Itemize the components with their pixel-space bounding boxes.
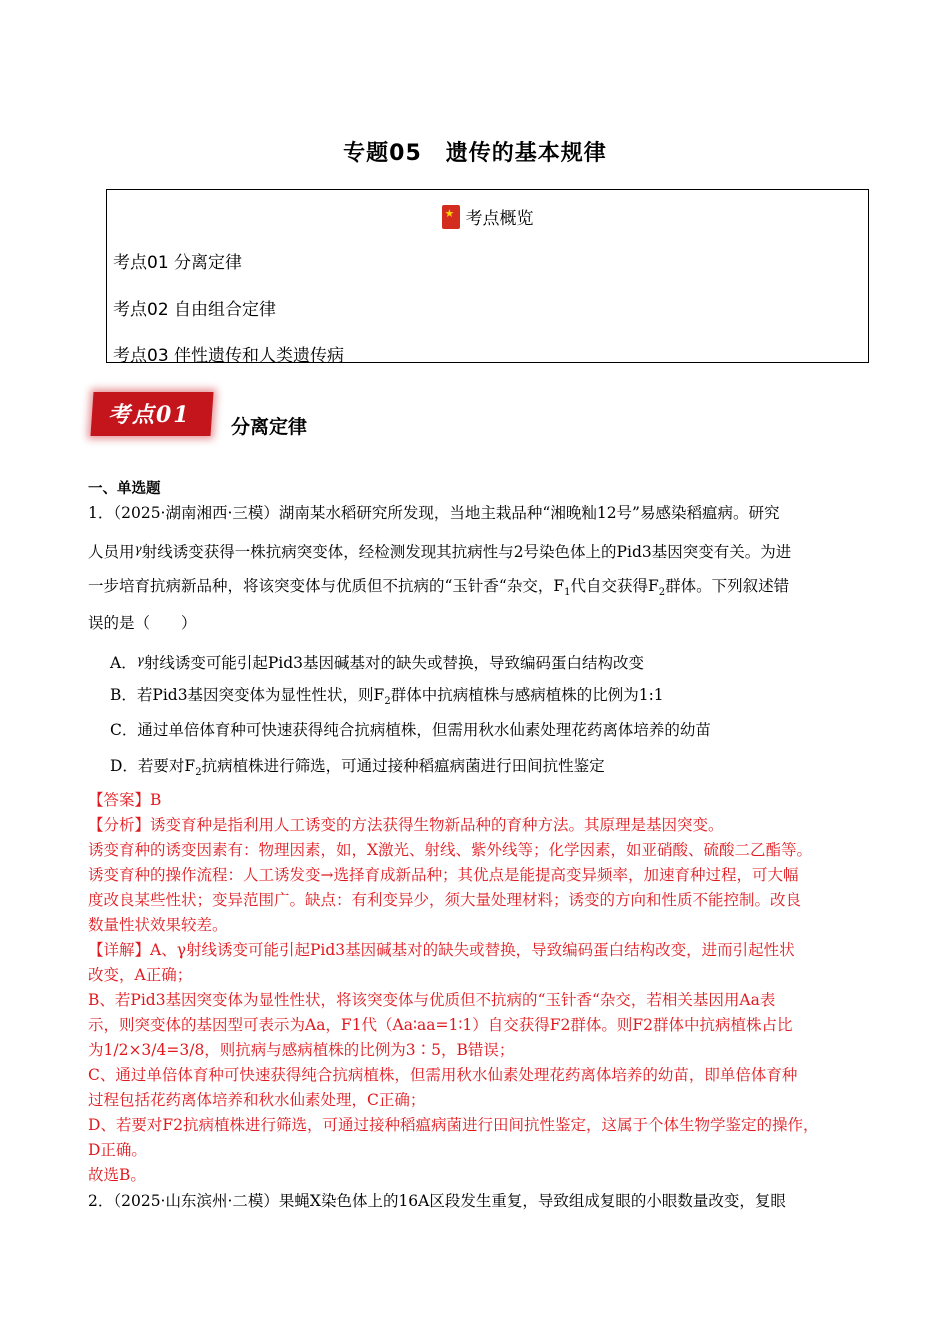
title-prefix: 专题05 (343, 141, 422, 166)
title-name: 遗传的基本规律 (445, 141, 607, 166)
q1-line3: 一步培育抗病新品种，将该突变体与优质但不抗病的“玉针香“杂交，$F_1$代自交获得$F_2$群体。下列叙述错 (88, 577, 790, 599)
overview-item-1: 考点01 分离定律 (113, 253, 243, 273)
analysis-line-1: 【分析】诱变育种是指利用人工诱变的方法获得生物新品种的育种方法。其原理是基因突变。 (88, 816, 724, 834)
section-title: 分离定律 (231, 416, 308, 438)
q1-option-b: B．若Pid3基因突变体为显性性状，则$F_2$群体中抗病植株与感病植株的比例为1:1 (110, 686, 664, 708)
analysis-line-3: 诱变育种的操作流程：人工诱发变→选择育成新品种；其优点是能提高变异频率，加速育种过程，可大幅 (88, 866, 799, 884)
overview-heading-text: 考点概览 (465, 209, 534, 229)
overview-heading (107, 204, 868, 229)
answer-line: 【答案】B (88, 791, 162, 809)
detail-line-8: D、若要对F2抗病植株进行筛选，可通过接种稻瘟病菌进行田间抗性鉴定，这属于个体生物学鉴定的操作， (88, 1116, 819, 1134)
detail-line-2: 改变，A正确； (88, 966, 193, 984)
overview-box (106, 189, 869, 366)
section-badge-text: 考点01 (108, 402, 191, 428)
q1-line1: 1．（2025·湖南湘西·三模）湖南某水稻研究所发现，当地主栽品种“湘晚籼12号”易感染稻瘟病。研究 (88, 504, 780, 522)
q1-option-d: D．若要对$F_2$抗病植株进行筛选，可通过接种稻瘟病菌进行田间抗性鉴定 (110, 757, 605, 779)
q1-option-a: A．$^\gamma$射线诱变可能引起Pid3基因碱基对的缺失或替换，导致编码蛋白结构改变 (110, 653, 645, 672)
overview-item-2: 考点02 自由组合定律 (113, 300, 277, 320)
detail-line-3: B、若Pid3基因突变体为显性性状，将该突变体与优质但不抗病的“玉针香“杂交，若相关基因用Aa表 (88, 991, 776, 1009)
q2-line1: 2．（2025·山东滨州·二模）果蝇X染色体上的16A区段发生重复，导致组成复眼的小眼数量改变，复眼 (88, 1192, 786, 1210)
gamma-symbol: γ (134, 542, 142, 556)
detail-line-9: D正确。 (88, 1141, 147, 1159)
book-icon (442, 205, 460, 229)
analysis-line-4: 度改良某些性状；变异范围广。缺点：有利变异少，须大量处理材料；诱变的方向和性质不能控制。改良 (88, 891, 802, 909)
question-type-heading: 一、单选题 (88, 481, 161, 497)
q1-line4: 误的是（ ） (88, 614, 197, 632)
overview-item-3: 考点03 伴性遗传和人类遗传病 (113, 346, 345, 366)
detail-line-1: 【详解】A、γ射线诱变可能引起Pid3基因碱基对的缺失或替换，导致编码蛋白结构改变，进而引起性状 (88, 941, 795, 959)
analysis-line-2: 诱变育种的诱变因素有：物理因素，如，X激光、射线、紫外线等；化学因素，如亚硝酸、硫酸二乙酯等。 (88, 841, 813, 859)
q1-line2: 人员用$^\gamma$射线诱变获得一株抗病突变体，经检测发现其抗病性与2号染色体上的Pid3基因突变有关。为进 (88, 542, 792, 561)
document-title (0, 136, 950, 167)
analysis-line-5: 数量性状效果较差。 (88, 916, 228, 934)
detail-line-7: 过程包括花药离体培养和秋水仙素处理，C正确； (88, 1091, 426, 1109)
conclusion-line: 故选B。 (88, 1166, 146, 1184)
detail-line-6: C、通过单倍体育种可快速获得纯合抗病植株，但需用秋水仙素处理花药离体培养的幼苗，即单倍体育种 (88, 1066, 798, 1084)
detail-line-5: 为1/2×3/4=3/8，则抗病与感病植株的比例为3∶5，B错误； (88, 1041, 515, 1059)
q1-option-c: C．通过单倍体育种可快速获得纯合抗病植株，但需用秋水仙素处理花药离体培养的幼苗 (110, 721, 711, 739)
detail-line-4: 示，则突变体的基因型可表示为Aa，F1代（Aa∶aa=1∶1）自交获得F2群体。则F2群体中抗病植株占比 (88, 1016, 793, 1034)
